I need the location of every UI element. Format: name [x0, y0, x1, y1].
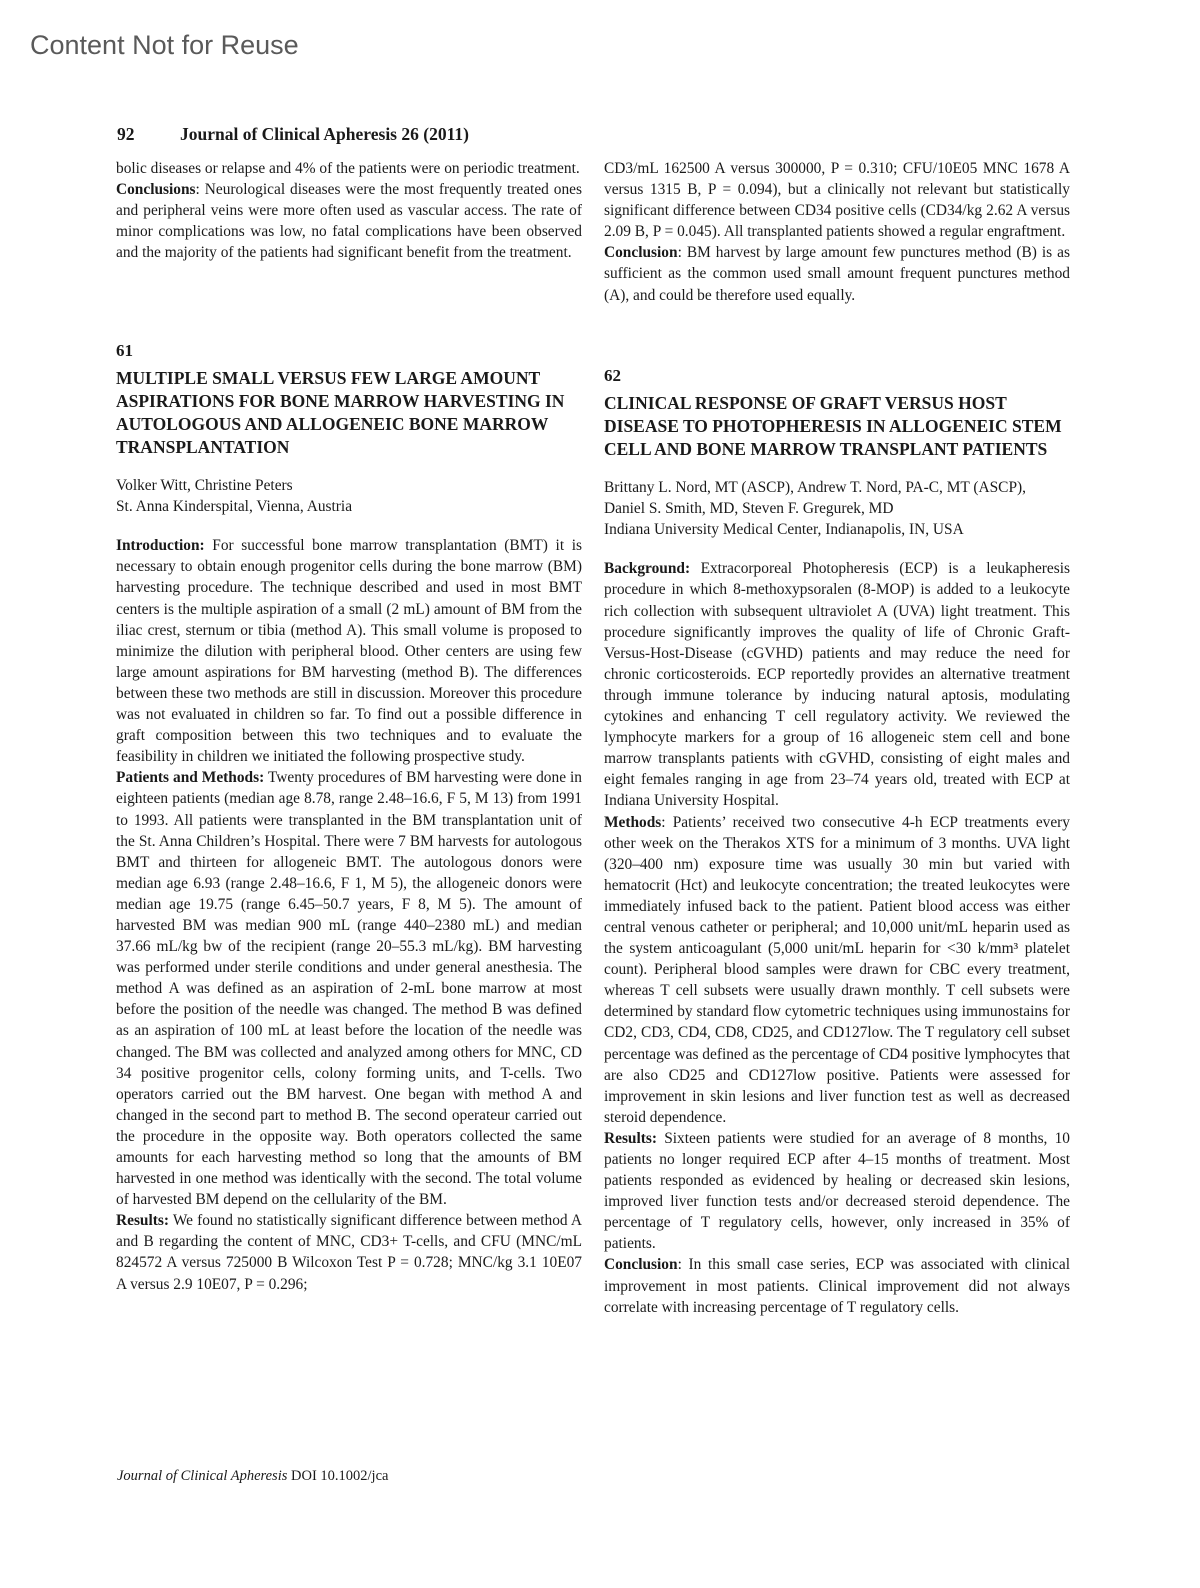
- right-continuation: [604, 158, 1070, 333]
- author-block: [604, 477, 1070, 540]
- affiliation: St. Anna Kinderspital, Vienna, Austria: [116, 498, 353, 516]
- paragraph: Methods: Patients’ received two consecutive 4-h ECP treatments every other week on the Therakos XTS for a minimum of 3 months. UVA light (320–400 nm) exposure time was usually 30 min but varied with hematocrit (Hct) and leukocyte concentration; the treated leukocytes were immediately infused back to the patient. Patient blood access was either central venous catheter or peripheral; and 10,000 unit/mL heparin used as the system anticoagulant (5,000 unit/mL heparin for <30 k/mm³ platelet count). Peripheral blood samples were drawn for CBC every treatment, whereas T cell subsets were usually drawn monthly. T cell subsets were determined by standard flow cytometric techniques using immunostains for CD2, CD3, CD4, CD8, CD25, and CD127low. The T regulatory cell subset percentage was defined as the percentage of CD4 positive lymphocytes that are also CD25 and CD127low positive. Patients were assessed for improvement in skin lesions and liver function test as well as decreased steroid dependence.: [604, 813, 1070, 1126]
- author-block: [116, 475, 582, 517]
- footer-journal: Journal of Clinical Apheresis: [117, 1468, 288, 1484]
- watermark: Content Not for Reuse: [30, 30, 299, 60]
- paragraph: Introduction: For successful bone marrow transplantation (BMT) it is necessary to obtain enough progenitor cells during the bone marrow (BM) harvesting procedure. The technique described and used in most BMT centers is the multiple aspiration of a small (2 mL) amount of BM from the iliac crest, sternum or tibia (method A). This small volume is proposed to minimize the dilution with peripheral blood. Other centers are using few large amount aspirations for BM harvesting (method B). The differences between these two methods are still in discussion. Moreover this procedure was not evaluated in children so far. To find out a possible difference in graft composition between this two techniques and to evaluate the feasibility in children we initiated the following prospective study.: [116, 537, 582, 766]
- abstract-title: MULTIPLE SMALL VERSUS FEW LARGE AMOUNT ASPIRATIONS FOR BONE MARROW HARVESTING IN AUTOLOGOUS AND ALLOGENEIC BONE MARROW TRANSPLANTATION: [116, 368, 565, 458]
- authors: Volker Witt, Christine Peters: [116, 477, 293, 495]
- journal-header: Journal of Clinical Apheresis 26 (2011): [180, 124, 469, 144]
- affiliation: Indiana University Medical Center, Indianapolis, IN, USA: [604, 521, 964, 539]
- paragraph: CD3/mL 162500 A versus 300000, P = 0.310; CFU/10E05 MNC 1678 A versus 1315 B, P = 0.094), but a clinically not relevant but statistically significant difference between CD34 positive cells (CD34/kg 2.62 A versus 2.09 B, P = 0.045). All transplanted patients showed a regular engraftment.: [604, 160, 1070, 241]
- paragraph: Results: Sixteen patients were studied for an average of 8 months, 10 patients no longer required ECP after 4–15 months of treatment. Most patients responded as evidenced by healing or decreased skin lesions, improved liver function tests and/or decreased steroid dependence. The percentage of T regulatory cells, however, only increased in 35% of patients.: [604, 1129, 1070, 1253]
- abstract-title: CLINICAL RESPONSE OF GRAFT VERSUS HOST DISEASE TO PHOTOPHERESIS IN ALLOGENEIC STEM CELL AND BONE MARROW TRANSPLANT PATIENTS: [604, 393, 1062, 460]
- left-column: [116, 158, 582, 1295]
- page-footer: [117, 1468, 388, 1485]
- abstract-body: [604, 558, 1070, 1317]
- paragraph: Results: We found no statistically significant difference between method A and B regarding the content of MNC, CD3+ T-cells, and CFU (MNC/mL 824572 A versus 725000 B Wilcoxon Test P = 0.728; MNC/kg 3.1 10E07 A versus 2.9 10E07, P = 0.296;: [116, 1212, 582, 1293]
- paragraph: Conclusion: In this small case series, ECP was associated with clinical improvement in most patients. Clinical improvement did not always correlate with increasing percentage of T regulatory cells.: [604, 1256, 1070, 1316]
- right-column: [604, 158, 1070, 1318]
- authors: Brittany L. Nord, MT (ASCP), Andrew T. Nord, PA-C, MT (ASCP), Daniel S. Smith, MD, Steven F. Gregurek, MD: [604, 479, 1026, 518]
- abstract-number: 62: [604, 366, 621, 385]
- left-continuation: [116, 158, 582, 305]
- paragraph: Conclusions: Neurological diseases were the most frequently treated ones and peripheral veins were more often used as vascular access. The rate of minor complications was low, no fatal complications have been observed and the majority of the patients had significant benefit from the treatment.: [116, 181, 582, 262]
- abstract-body: [116, 535, 582, 1294]
- footer-doi: DOI 10.1002/jca: [291, 1468, 389, 1484]
- paragraph: Conclusion: BM harvest by large amount few punctures method (B) is as sufficient as the common used small amount frequent punctures method (A), and could be therefore used equally.: [604, 244, 1070, 304]
- paragraph: bolic diseases or relapse and 4% of the patients were on periodic treatment.: [116, 160, 580, 177]
- paragraph: Background: Extracorporeal Photopheresis (ECP) is a leukapheresis procedure in which 8-methoxypsoralen (8-MOP) is added to a leukocyte rich collection with subsequent ultraviolet A (UVA) light treatment. This procedure significantly improves the quality of life of Chronic Graft-Versus-Host-Disease (cGVHD) patients and may reduce the need for chronic corticosteroids. ECP reportedly provides an alternative treatment through immune tolerance by inducing natural aptosis, modulating cytokines and enhancing T cell regulatory activity. We reviewed the lymphocyte markers for a group of 16 allogeneic stem cell and bone marrow transplants patients with cGVHD, consisting of eight males and eight females ranging in age from 23–74 years old, treated with ECP at Indiana University Hospital.: [604, 560, 1070, 810]
- abstract-number: 61: [116, 341, 133, 360]
- running-head: [117, 124, 469, 145]
- page-number: 92: [117, 124, 135, 144]
- paragraph: Patients and Methods: Twenty procedures of BM harvesting were done in eighteen patients (median age 8.78, range 2.48–16.6, F 5, M 13) from 1991 to 1993. All patients were transplanted in the BM transplantation unit of the St. Anna Children’s Hospital. There were 7 BM harvests for autologous BMT and thirteen for allogeneic BMT. The autologous donors were median age 6.93 (range 2.48–16.6, F 1, M 5), the allogeneic donors were median age 19.75 (range 6.45–50.7 years, F 8, M 5). The amount of harvested BM was median 900 mL (range 440–2380 mL) and median 37.66 mL/kg bw of the recipient (range 20–55.3 mL/kg). BM harvesting was performed under sterile conditions and under general anesthesia. The method A was defined as an aspiration of 2-mL bone marrow at most before the position of the needle was changed. The method B was defined as an aspiration of 100 mL at least before the location of the needle was changed. The BM was collected and analyzed among others for MNC, CD 34 positive progenitor cells, colony forming units, and T-cells. Two operators carried out the BM harvest. One began with method A and changed in the second part to method B. The second operateur carried out the procedure in the opposite way. Both operators collected the same amounts for each harvesting method so long that the amounts of BM harvested in one method was identically with the second. The total volume of harvested BM depend on the cellularity of the BM.: [116, 769, 582, 1209]
